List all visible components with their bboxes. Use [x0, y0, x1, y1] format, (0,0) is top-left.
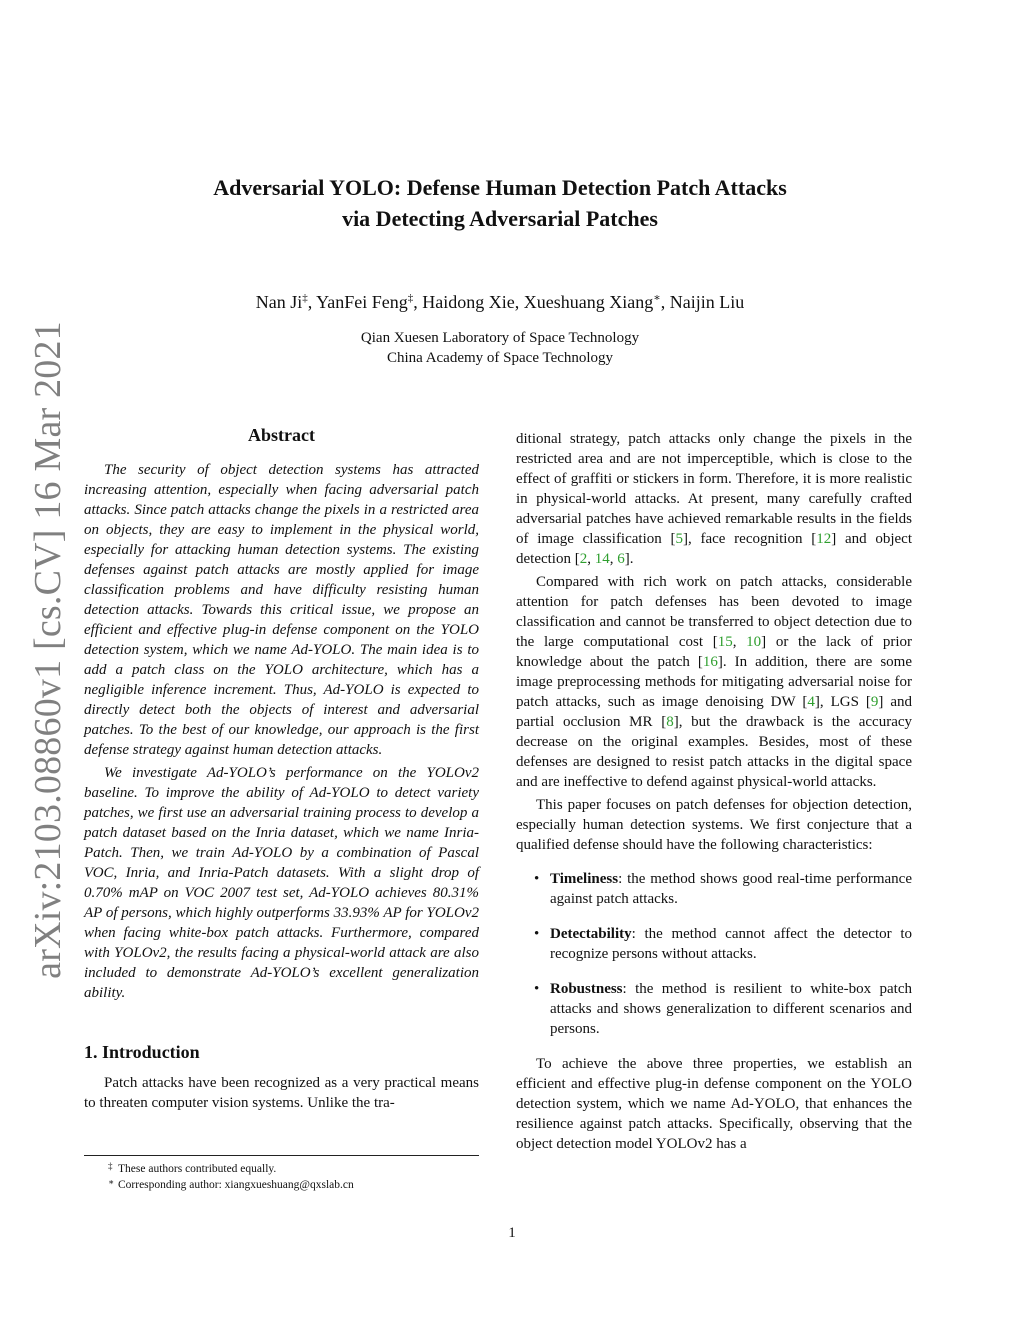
- citation-link[interactable]: 6: [617, 551, 625, 567]
- author-mark: ‡: [302, 292, 308, 304]
- introduction-heading: 1. Introduction: [84, 1042, 200, 1062]
- author-list: Nan Ji‡, YanFei Feng‡, Haidong Xie, Xueshuang Xiang∗, Naijin Liu: [255, 292, 745, 312]
- abstract-paragraph-1: The security of object detection systems has attracted increasing attention, especially when facing adversarial patch attacks. Since patch attacks change the pixels in a restricted area on objects, they are easy to implement in the physical world, especially for attacking human detection systems. The existing defenses against patch attacks are mostly applied for image classification problems and have difficulty resisting human detection attacks. Towards this critical issue, we propose an efficient and effective plug-in defense component on the YOLO detection system, which we name Ad-YOLO. The main idea is to add a patch class on the YOLO architecture, which has a negligible inference increment. Thus, Ad-YOLO is expected to directly detect both the objects of interest and adversarial patches. To the best of our knowledge, our approach is the first defense strategy against human detection attacks.: [84, 462, 479, 758]
- arxiv-identifier-stamp: [20, 321, 76, 979]
- author-name: Naijin Liu: [669, 292, 745, 312]
- author-name: Nan Ji: [255, 292, 303, 312]
- paper-title: [80, 172, 920, 234]
- title-line-1: Adversarial YOLO: Defense Human Detection Patch Attacks: [213, 175, 787, 200]
- citation-link[interactable]: 16: [702, 654, 718, 670]
- list-item: [516, 924, 912, 964]
- affiliation-line-1: Qian Xuesen Laboratory of Space Technology: [360, 330, 640, 346]
- paragraph-text: ], but the drawback is the accuracy decrease on the original examples. Besides, most of these defenses are designed to resist patch attacks in the digital space and are ineffective to defend against physical-world attacks.: [516, 714, 913, 790]
- list-item-term: Robustness: [550, 981, 623, 997]
- citation-link[interactable]: 12: [816, 531, 832, 547]
- list-item: [516, 979, 912, 1039]
- paragraph-text: ], face recognition [: [682, 531, 817, 547]
- citation-link[interactable]: 10: [746, 634, 762, 650]
- citation-link[interactable]: 15: [717, 634, 733, 650]
- affiliation-line-2: China Academy of Space Technology: [386, 350, 614, 366]
- list-item-text: : the method cannot affect the detector to recognize persons without attacks.: [550, 926, 912, 962]
- bullet-icon: •: [534, 981, 540, 997]
- list-item-text: : the method is resilient to white-box patch attacks and shows generalization to different scenarios and persons.: [550, 981, 912, 1037]
- footnote-equal-contribution: [84, 1161, 479, 1177]
- footnote-mark: ∗: [108, 1177, 115, 1187]
- citation-link[interactable]: 14: [594, 551, 610, 567]
- paragraph-text: ].: [624, 551, 634, 567]
- right-column: [516, 429, 912, 1154]
- footnote-text: Corresponding author: xiangxueshuang@qxslab.cn: [118, 1179, 354, 1191]
- left-column: [84, 425, 479, 1113]
- footnote-text: These authors contributed equally.: [118, 1163, 277, 1175]
- abstract-paragraph-2: We investigate Ad-YOLO’s performance on the YOLOv2 baseline. To improve the ability of Ad-YOLO to detect variety patches, we first use an adversarial training process to develop a patch dataset based on the Inria dataset, which we name Inria-Patch. Then, we train Ad-YOLO by a combination of Pascal VOC, Inria, and Inria-Patch datasets. With a slight drop of 0.70% mAP on VOC 2007 test set, Ad-YOLO achieves 80.31% AP of persons, which highly outperforms 33.93% AP for YOLOv2 when facing white-box patch attacks. Furthermore, compared with YOLOv2, the results facing a physical-world attack are also included to demonstrate Ad-YOLO’s excellent generalization ability.: [84, 765, 479, 1001]
- intro-paragraph-3: This paper focuses on patch defenses for objection detection, especially human detection systems. We first conjecture that a qualified defense should have the following characteristics:: [516, 797, 912, 853]
- paragraph-text: ditional strategy, patch attacks only change the pixels in the restricted area and are not imperceptible, which is close to the effect of graffiti or stickers in form. Therefore, it is more realistic in physical-world attacks. At present, many carefully crafted adversarial patches have achieved remarkable results in the fields of image classification [: [516, 431, 912, 547]
- list-item-term: Detectability: [550, 926, 632, 942]
- author-name: Haidong Xie: [422, 292, 515, 312]
- citation-link[interactable]: 8: [666, 714, 674, 730]
- title-line-2: via Detecting Adversarial Patches: [342, 206, 658, 231]
- footnotes: [84, 1155, 479, 1193]
- page-number: 1: [508, 1225, 516, 1241]
- paragraph-text: ] or the lack of prior knowledge about the patch [: [516, 634, 912, 670]
- author-mark: ‡: [407, 292, 414, 304]
- abstract-body: [84, 460, 479, 1003]
- paragraph-text: ], LGS [: [814, 694, 871, 710]
- intro-paragraph-2: Compared with rich work on patch attacks, considerable attention for patch defenses has been devoted to image classification and cannot be transferred to object detection due to the large computational cost [15, 10] or the lack of prior knowledge about the patch [16]. In addition, there are some image preprocessing methods for mitigating adversarial noise for patch attacks, such as image denoising DW [4], LGS [9] and partial occlusion MR [8], but the drawback is the accuracy decrease on the original examples. Besides, most of these defenses are designed to resist patch attacks in the digital space and are ineffective to defend against physical-world attacks.: [516, 574, 913, 790]
- citation-link[interactable]: 9: [870, 694, 879, 710]
- author-mark: ∗: [653, 292, 661, 304]
- footnote-corresponding-author: [84, 1177, 479, 1193]
- citation-link[interactable]: 5: [675, 531, 683, 547]
- abstract-heading: Abstract: [248, 425, 315, 445]
- affiliation: [80, 328, 920, 368]
- author-name: YanFei Feng: [316, 292, 408, 312]
- arxiv-identifier-text: arXiv:2103.08860v1 [cs.CV] 16 Mar 2021: [27, 321, 69, 979]
- paragraph-text: ] and object detection [: [516, 531, 912, 567]
- paragraph-text: ] and partial occlusion MR [: [516, 694, 912, 730]
- citation-link[interactable]: 4: [807, 694, 815, 710]
- list-item-term: Timeliness: [550, 871, 619, 887]
- intro-paragraph-continued: ditional strategy, patch attacks only change the pixels in the restricted area and are not imperceptible, which is close to the effect of graffiti or stickers in form. Therefore, it is more realistic in physical-world attacks. At present, many carefully crafted adversarial patches have achieved remarkable results in the fields of image classification [5], face recognition [12] and object detection [2, 14, 6].: [516, 431, 912, 567]
- list-item-text: : the method shows good real-time performance against patch attacks.: [550, 871, 912, 907]
- bullet-icon: •: [534, 871, 540, 887]
- paragraph-text: Compared with rich work on patch attacks, considerable attention for patch defenses has been devoted to image classification and cannot be transferred to object detection due to the large computational cost [: [516, 574, 912, 650]
- bullet-icon: •: [534, 926, 540, 942]
- footnote-mark: ‡: [108, 1161, 113, 1171]
- introduction-paragraph-1: Patch attacks have been recognized as a very practical means to threaten computer vision systems. Unlike the tra-: [84, 1075, 479, 1111]
- paragraph-text: ]. In addition, there are some image preprocessing methods for mitigating adversarial noise for patch attacks, such as image denoising DW [: [516, 654, 912, 710]
- characteristics-list: [516, 869, 912, 1039]
- citation-link[interactable]: 2: [579, 551, 588, 567]
- list-item: [516, 869, 912, 909]
- author-name: Xueshuang Xiang: [523, 292, 654, 312]
- intro-paragraph-4: To achieve the above three properties, we establish an efficient and effective plug-in defense component on the YOLO detection system, which we name Ad-YOLO, that enhances the resilience against patch attacks. Specifically, observing that the object detection model YOLOv2 has a: [516, 1056, 912, 1152]
